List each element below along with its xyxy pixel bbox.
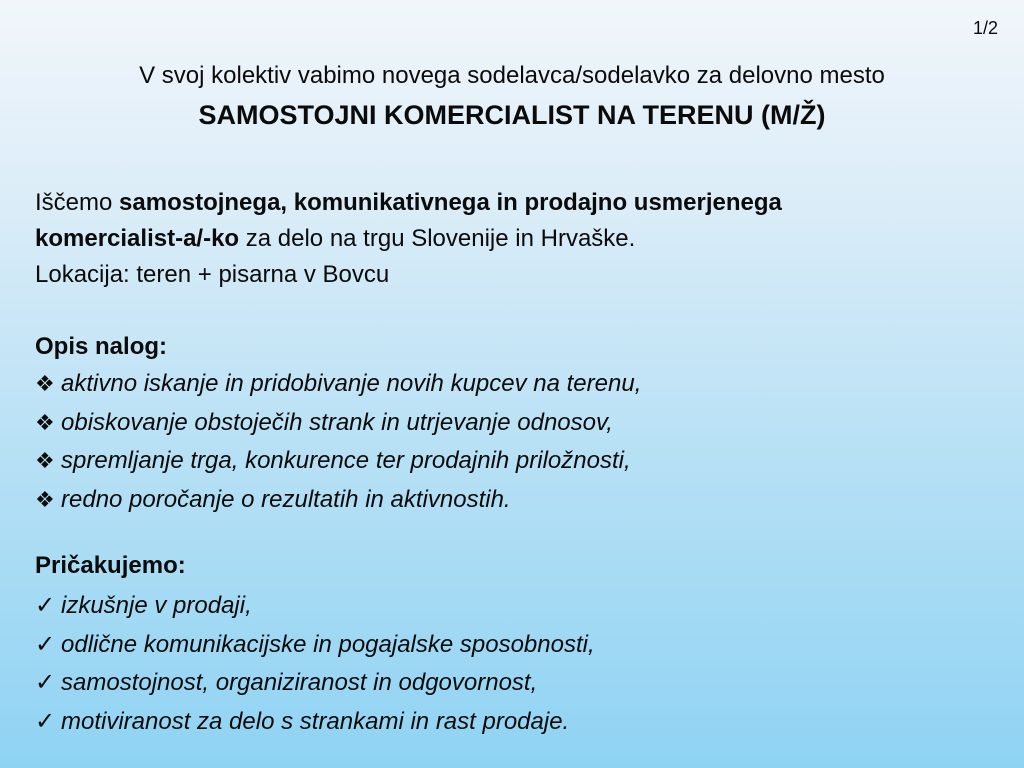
list-item (35, 442, 641, 481)
list-item (35, 404, 641, 443)
list-item (35, 365, 641, 404)
task-text: spremljanje trga, konkurence ter prodajnih priložnosti, (61, 447, 631, 474)
expectation-text: odlične komunikacijske in pogajalske sposobnosti, (61, 630, 595, 658)
tasks-list (35, 365, 641, 519)
list-item (35, 481, 641, 520)
lead-bold-1: samostojnega, komunikativnega in prodajno usmerjenega (119, 189, 782, 216)
checkmark-icon: ✓ (35, 630, 56, 658)
list-item (35, 664, 595, 703)
expectation-text: motiviranost za delo s strankami in rast prodaje. (61, 707, 570, 735)
diamond-bullet-icon: ❖ (35, 409, 55, 435)
diamond-bullet-icon: ❖ (35, 371, 55, 396)
task-text: obiskovanje obstoječih strank in utrjevanje odnosov, (61, 408, 613, 436)
list-item (35, 587, 595, 626)
task-text: aktivno iskanje in pridobivanje novih kupcev na terenu, (61, 370, 642, 397)
lead-text-2: za delo na trgu Slovenije in Hrvaške. (239, 225, 636, 252)
checkmark-icon: ✓ (35, 592, 56, 619)
job-title: SAMOSTOJNI KOMERCIALIST NA TERENU (M/Ž) (198, 100, 826, 130)
checkmark-icon: ✓ (35, 707, 56, 735)
list-item (35, 626, 595, 665)
intro-line: V svoj kolektiv vabimo novega sodelavca/sodelavko za delovno mesto (139, 62, 885, 89)
diamond-bullet-icon: ❖ (35, 486, 55, 512)
expectations-heading: Pričakujemo: (35, 552, 186, 579)
checkmark-icon: ✓ (35, 669, 56, 696)
list-item (35, 703, 595, 742)
diamond-bullet-icon: ❖ (35, 448, 55, 473)
expectation-text: izkušnje v prodaji, (61, 592, 252, 619)
lead-bold-2: komercialist-a/-ko (35, 225, 240, 252)
page-number: 1/2 (972, 18, 998, 38)
task-text: redno poročanje o rezultatih in aktivnostih. (61, 485, 511, 513)
lead-text-1: Iščemo (35, 189, 120, 216)
lead-paragraph (35, 185, 1005, 293)
location-line: Lokacija: teren + pisarna v Bovcu (35, 261, 390, 288)
expectations-list (35, 587, 595, 741)
expectation-text: samostojnost, organiziranost in odgovornost, (61, 669, 538, 696)
tasks-heading: Opis nalog: (35, 333, 167, 360)
